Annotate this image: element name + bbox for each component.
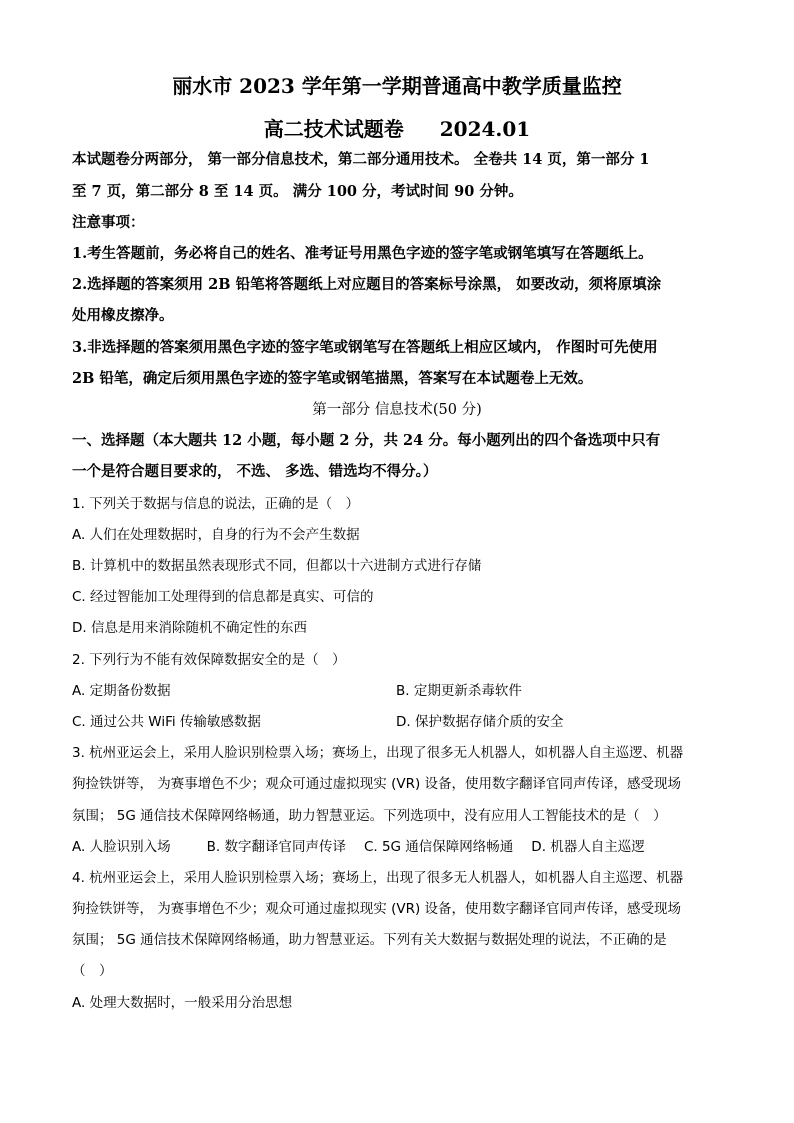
note-2-line-2: 处用橡皮擦净。 [72, 307, 174, 324]
intro-line-1: 本试题卷分两部分， 第一部分信息技术，第二部分通用技术。 全卷共 14 页，第一部分 1 [72, 151, 650, 168]
note-3-line-2: 2B 铅笔，确定后须用黑色字迹的签字笔或钢笔描黑，答案写在本试题卷上无效。 [72, 370, 593, 387]
notes-heading: 注意事项： [72, 214, 145, 231]
q2-option-d: D. 保护数据存储介质的安全 [396, 714, 564, 730]
q3-stem-line-3: 氛围； 5G 通信技术保障网络畅通，助力智慧亚运。下列选项中，没有应用人工智能技术的是（ ） [72, 808, 667, 824]
q2-option-a: A. 定期备份数据 [72, 683, 171, 699]
q1-option-b: B. 计算机中的数据虽然表现形式不同，但都以十六进制方式进行存储 [72, 558, 482, 574]
section-heading-line-1: 一、选择题（本大题共 12 小题，每小题 2 分，共 24 分。每小题列出的四个备选项中只有 [72, 432, 661, 449]
q1-option-c: C. 经过智能加工处理得到的信息都是真实、可信的 [72, 589, 374, 605]
q3-options [72, 837, 645, 857]
q3-option-a: A. 人脸识别入场 [72, 839, 171, 855]
note-1: 1.考生答题前，务必将自己的姓名、准考证号用黑色字迹的签字笔或钢笔填写在答题纸上。 [72, 245, 653, 262]
part1-title: 第一部分 信息技术(50 分) [312, 402, 482, 418]
exam-title: 丽水市 2023 学年第一学期普通高中教学质量监控 [172, 74, 622, 98]
note-2-line-1: 2.选择题的答案须用 2B 铅笔将答题纸上对应题目的答案标号涂黑， 如要改动，须将原填涂 [72, 276, 662, 293]
q3-option-d: D. 机器人自主巡逻 [531, 839, 645, 855]
exam-date: 2024.01 [439, 117, 531, 141]
q3-stem-line-1: 3. 杭州亚运会上，采用人脸识别检票入场；赛场上，出现了很多无人机器人，如机器人自主巡逻、机器 [72, 745, 684, 761]
q1-option-a: A. 人们在处理数据时，自身的行为不会产生数据 [72, 527, 360, 543]
q2-option-c: C. 通过公共 WiFi 传输敏感数据 [72, 714, 261, 730]
q1-stem: 1. 下列关于数据与信息的说法，正确的是（ ） [72, 496, 360, 512]
q4-stem-line-4: （ ） [72, 963, 113, 979]
q3-option-b: B. 数字翻译官同声传译 [206, 839, 346, 855]
q1-option-d: D. 信息是用来消除随机不确定性的东西 [72, 620, 307, 636]
q4-option-a: A. 处理大数据时，一般采用分治思想 [72, 995, 293, 1011]
q2-option-b: B. 定期更新杀毒软件 [396, 683, 522, 699]
q3-option-c: C. 5G 通信保障网络畅通 [363, 839, 514, 855]
section-heading-line-2: 一个是符合题目要求的， 不选、 多选、错选均不得分。） [72, 463, 438, 480]
q2-stem: 2. 下列行为不能有效保障数据安全的是（ ） [72, 652, 346, 668]
q4-stem-line-1: 4. 杭州亚运会上，采用人脸识别检票入场；赛场上，出现了很多无人机器人，如机器人自主巡逻、机器 [72, 870, 684, 886]
q4-stem-line-2: 狗捡铁饼等， 为赛事增色不少；观众可通过虚拟现实 (VR) 设备，使用数字翻译官同声传译，感受现场 [72, 901, 682, 917]
intro-line-2: 至 7 页，第二部分 8 至 14 页。 满分 100 分，考试时间 90 分钟。 [72, 183, 523, 200]
q3-stem-line-2: 狗捡铁饼等， 为赛事增色不少；观众可通过虚拟现实 (VR) 设备，使用数字翻译官同声传译，感受现场 [72, 776, 682, 792]
note-3-line-1: 3.非选择题的答案须用黑色字迹的签字笔或钢笔写在答题纸上相应区域内， 作图时可先使用 [72, 339, 658, 356]
q4-stem-line-3: 氛围； 5G 通信技术保障网络畅通，助力智慧亚运。下列有关大数据与数据处理的说法，不正确的是 [72, 932, 667, 948]
exam-subtitle [0, 113, 794, 142]
subtitle-text: 高二技术试题卷 [263, 117, 404, 141]
